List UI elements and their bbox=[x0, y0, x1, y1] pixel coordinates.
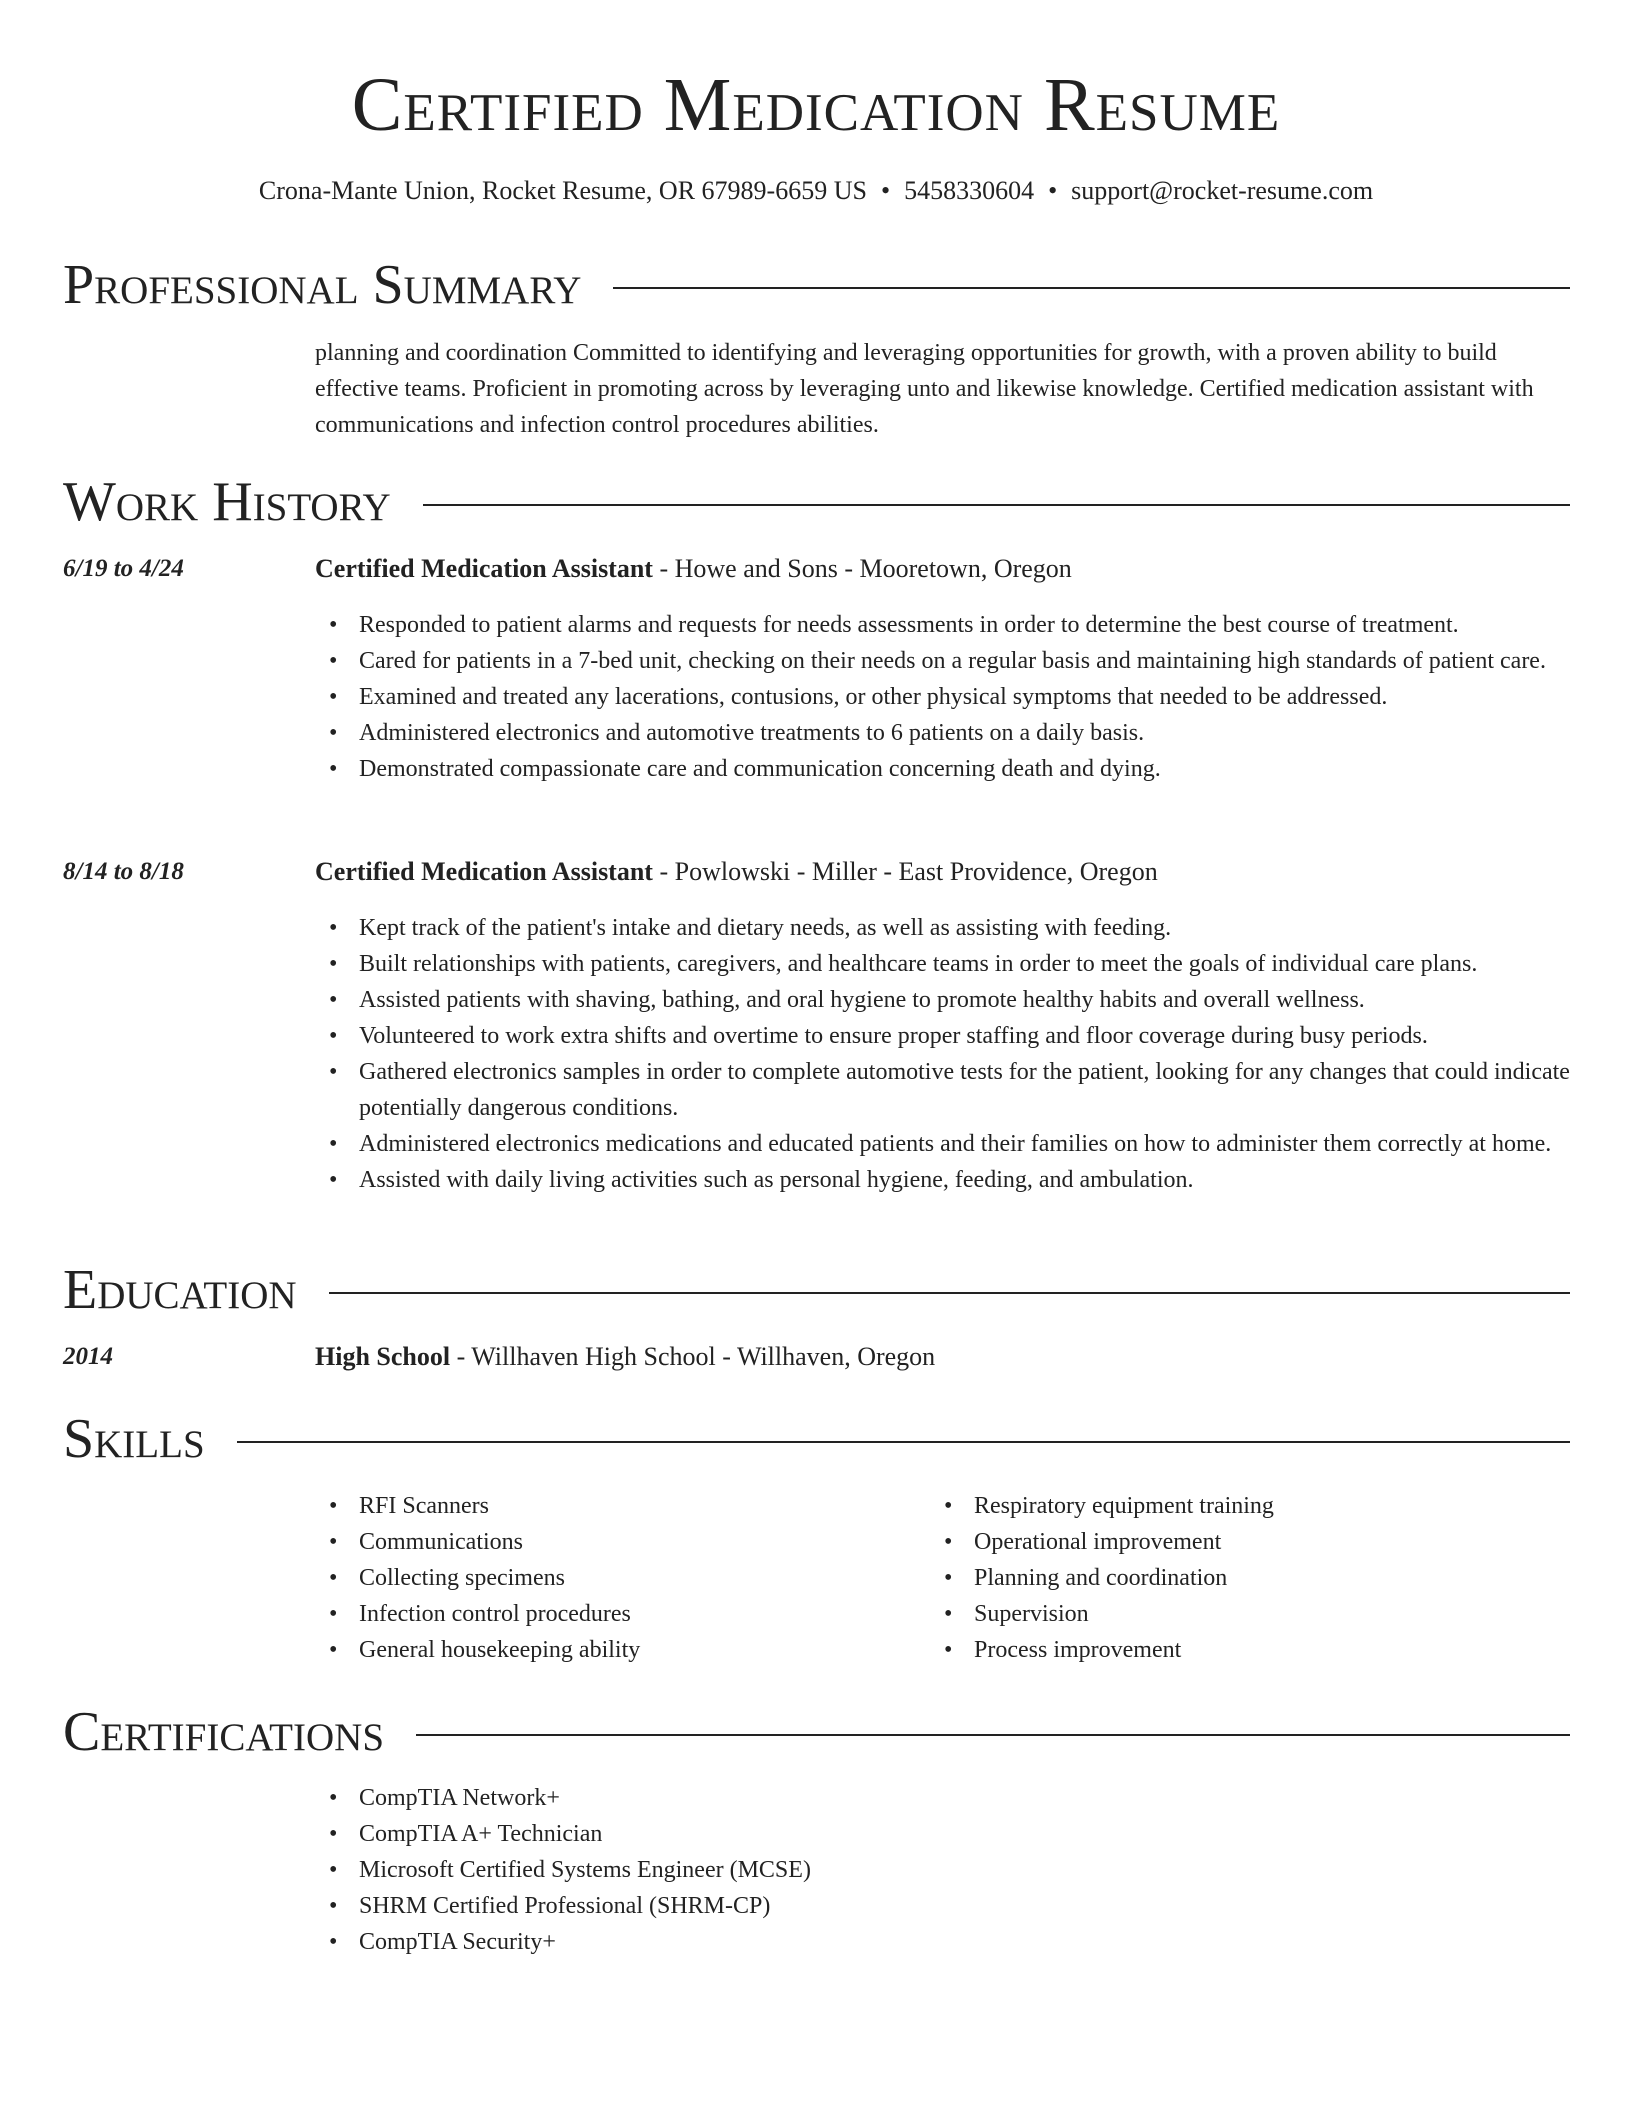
job-bullet-item: • Administered electronics and automotive treatments to 6 patients on a daily basis. bbox=[315, 715, 1570, 751]
skill-item: • Collecting specimens bbox=[315, 1560, 875, 1596]
section-title: Skills bbox=[63, 1408, 205, 1470]
job-title: Certified Medication Assistant bbox=[315, 554, 653, 583]
skill-item: • Process improvement bbox=[930, 1632, 1490, 1668]
section-title: Education bbox=[63, 1259, 297, 1321]
skill-item: • General housekeeping ability bbox=[315, 1632, 875, 1668]
certification-item: • CompTIA Security+ bbox=[315, 1924, 1215, 1960]
job-bullet-item: • Responded to patient alarms and requests for needs assessments in order to determine the best course of treatment. bbox=[315, 607, 1570, 643]
job-bullet-item: • Kept track of the patient's intake and dietary needs, as well as assisting with feeding. bbox=[315, 910, 1570, 946]
section-rule bbox=[423, 504, 1570, 506]
job-heading bbox=[315, 855, 1158, 889]
education-heading bbox=[315, 1340, 935, 1374]
section-heading-skills bbox=[63, 1407, 1570, 1471]
skill-item: • Communications bbox=[315, 1524, 875, 1560]
education-year: 2014 bbox=[63, 1343, 113, 1370]
job-details: - Howe and Sons - Mooretown, Oregon bbox=[652, 554, 1072, 583]
job-dates: 8/14 to 8/18 bbox=[63, 858, 184, 885]
job-title: Certified Medication Assistant bbox=[315, 857, 653, 886]
job-bullet-item: • Cared for patients in a 7-bed unit, checking on their needs on a regular basis and maintaining high standards of patient care. bbox=[315, 643, 1570, 679]
section-heading-work bbox=[63, 470, 1570, 534]
job-bullet-item: • Examined and treated any lacerations, contusions, or other physical symptoms that needed to be addressed. bbox=[315, 679, 1570, 715]
section-rule bbox=[237, 1441, 1570, 1443]
job-bullets bbox=[315, 910, 1570, 1198]
section-title: Certifications bbox=[63, 1701, 385, 1763]
contact-line bbox=[0, 173, 1632, 209]
contact-separator: • bbox=[1048, 176, 1058, 205]
job-bullet-item: • Demonstrated compassionate care and communication concerning death and dying. bbox=[315, 751, 1570, 787]
skill-item: • Respiratory equipment training bbox=[930, 1488, 1490, 1524]
section-rule bbox=[613, 287, 1570, 289]
section-heading-education bbox=[63, 1258, 1570, 1322]
section-title: Professional Summary bbox=[63, 254, 582, 316]
contact-phone: 5458330604 bbox=[904, 176, 1035, 205]
section-title: Work History bbox=[63, 471, 391, 533]
job-heading bbox=[315, 552, 1072, 586]
page-title: Certified Medication Resume bbox=[351, 63, 1281, 147]
job-bullet-item: • Gathered electronics samples in order to complete automotive tests for the patient, looking for any changes that could indicate potentially dangerous conditions. bbox=[315, 1054, 1570, 1126]
certification-item: • CompTIA A+ Technician bbox=[315, 1816, 1215, 1852]
skills-list-right bbox=[930, 1488, 1490, 1668]
job-bullet-item: • Assisted with daily living activities such as personal hygiene, feeding, and ambulation. bbox=[315, 1162, 1570, 1198]
contact-address: Crona-Mante Union, Rocket Resume, OR 67989-6659 US bbox=[258, 176, 867, 205]
job-bullets bbox=[315, 607, 1570, 787]
job-bullet-item: • Administered electronics medications and educated patients and their families on how to administer them correctly at home. bbox=[315, 1126, 1570, 1162]
contact-email: support@rocket-resume.com bbox=[1071, 176, 1374, 205]
job-bullet-item: • Assisted patients with shaving, bathing, and oral hygiene to promote healthy habits and overall wellness. bbox=[315, 982, 1570, 1018]
education-degree: High School bbox=[315, 1342, 451, 1371]
section-rule bbox=[416, 1734, 1570, 1736]
job-details: - Powlowski - Miller - East Providence, Oregon bbox=[652, 857, 1158, 886]
certification-item: • SHRM Certified Professional (SHRM-CP) bbox=[315, 1888, 1215, 1924]
job-bullet-item: • Volunteered to work extra shifts and overtime to ensure proper staffing and floor coverage during busy periods. bbox=[315, 1018, 1570, 1054]
skill-item: • Supervision bbox=[930, 1596, 1490, 1632]
job-dates: 6/19 to 4/24 bbox=[63, 555, 184, 582]
contact-separator: • bbox=[880, 176, 891, 205]
skill-item: • RFI Scanners bbox=[315, 1488, 875, 1524]
skill-item: • Planning and coordination bbox=[930, 1560, 1490, 1596]
section-rule bbox=[329, 1292, 1570, 1294]
skills-list-left bbox=[315, 1488, 875, 1668]
job-bullet-item: • Built relationships with patients, caregivers, and healthcare teams in order to meet the goals of individual care plans. bbox=[315, 946, 1570, 982]
section-heading-summary bbox=[63, 253, 1570, 317]
skill-item: • Infection control procedures bbox=[315, 1596, 875, 1632]
certification-item: • CompTIA Network+ bbox=[315, 1780, 1215, 1816]
education-details: - Willhaven High School - Willhaven, Oregon bbox=[450, 1342, 936, 1371]
section-heading-certifications bbox=[63, 1700, 1570, 1764]
summary-text: planning and coordination Committed to identifying and leveraging opportunities for growth, with a proven ability to build effective teams. Proficient in promoting across by leveraging unto and likewise knowledge. Certified medication assistant with communications and infection control procedures abilities. bbox=[315, 340, 1534, 438]
certification-item: • Microsoft Certified Systems Engineer (MCSE) bbox=[315, 1852, 1215, 1888]
skill-item: • Operational improvement bbox=[930, 1524, 1490, 1560]
certifications-list bbox=[315, 1780, 1215, 1960]
